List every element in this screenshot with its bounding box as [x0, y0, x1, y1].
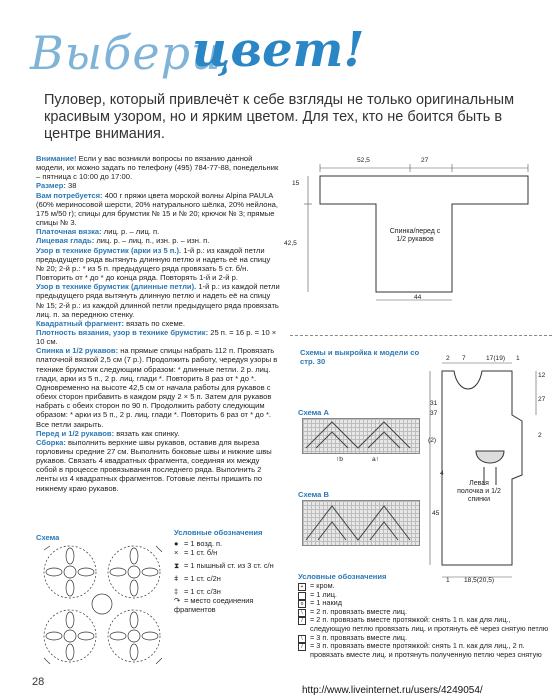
symbol-sk2p: / = 3 п. провязать вместе протяжкой: снять 1 п. как для лиц., 2 п. провязать вместе лиц. и протянуть полученную петлю через снятую — [298, 642, 552, 659]
schema-a-marker-a: a↑ — [372, 456, 379, 463]
legend-puff: ⧗ = 1 пышный ст. из 3 ст. с/н — [174, 561, 274, 570]
schema-a-label: Схема А — [298, 408, 329, 417]
symbol-edge: + = кром. — [298, 582, 552, 591]
instr-10: Перед и 1/2 рукавов: вязать как спинку. — [36, 428, 180, 438]
dim-left-2: (2) — [428, 437, 437, 444]
symbols-title: Условные обозначения — [298, 572, 387, 581]
dim-bottom: 44 — [414, 294, 422, 301]
dim-right-2: 2 — [538, 432, 542, 439]
dim-left-45: 45 — [432, 510, 440, 517]
dim-top-mid: 27 — [421, 157, 429, 164]
symbols-list — [298, 582, 552, 659]
dim-right-12: 12 — [538, 372, 546, 379]
instr-3: Платочная вязка: лиц. р. – лиц. п. — [36, 227, 160, 237]
instr-11: Сборка: выполнить верхние швы рукавов, оставив для выреза горловины средние 27 см. Выполнить боковые швы и нижние швы рукавов. Связать 4 квадратных фрагмента, соединяя их между собой в процессе провязывания последнего ряда. Выполнить 2 ленты из 4 квадратных фрагментов. Готовые ленты пришить по нижнему краю рукавов. — [36, 437, 272, 493]
title-part2: цвет! — [192, 22, 365, 78]
pattern-left-front-label: Левая полочка и 1/2 спинки — [457, 480, 501, 503]
legend-join: ↷ = место соединения фрагментов — [174, 596, 254, 614]
instr-2: Вам потребуется: 400 г пряжи цвета морской волны Alpina PAULA (60% мериносовой шерсти, 20% натурального шёлка, 20% нейлона, 175 м/50 г); спицы для брумстик № 15 и № 20; крючок № 3; прямые спицы № 3. — [36, 190, 278, 228]
dim-right-27: 27 — [538, 396, 546, 403]
symbol-k2tog: \ = 2 п. провязать вместе лиц. — [298, 608, 552, 617]
symbol-k3tog: \ = 3 п. провязать вместе лиц. — [298, 634, 552, 643]
instr-5: Узор в технике брумстик (арки из 5 п.). 1-й р.: из каждой петли предыдущего ряда вытянуть длинную петлю и надеть её на спицу № 20; 2-й р.: * из 5 п. предыдущего ряда провязать 5 ст. б/н. Повторить от * до * до конца ряда. Повторять 1-й и 2-й р. — [36, 245, 271, 283]
intro-paragraph: Пуловер, который привлечёт к себе взгляды не только оригинальным красивым узором, но и ярким цветом. Для тех, кто не боится быть в центре внимания. — [44, 92, 515, 142]
crochet-motif-diagram — [36, 538, 168, 668]
schema-b-label: Схема В — [298, 490, 329, 499]
dim-left-37: 37 — [430, 410, 438, 417]
legend-sc: × = 1 ст. б/н — [174, 548, 218, 557]
legend-dc3: ‡ = 1 ст. с/3н — [174, 587, 221, 596]
dim-left-lower: 42,5 — [284, 240, 297, 247]
symbol-ssk: / = 2 п. провязать вместе протяжкой: снять 1 п. как для лиц., следующую петлю провязать лиц. и протянуть её через снятую петлю — [298, 616, 552, 633]
pattern-top-label: Спинка/перед с 1/2 рукавов — [389, 228, 441, 243]
instr-0: Внимание! Если у вас возникли вопросы по вязанию данной модели, их можно задать по телефону (495) 784-77-88, понедельник – пятница с 10:00 до 17:00. — [36, 154, 279, 182]
schema-a-pattern — [302, 418, 420, 454]
instr-8: Плотность вязания, узор в технике брумстик: 25 п. = 16 р. = 10 × 10 см. — [36, 327, 277, 347]
dim-left-31: 31 — [430, 400, 438, 407]
schema-b-pattern — [302, 500, 420, 546]
instructions — [36, 154, 280, 493]
instr-4: Лицевая гладь: лиц. р. – лиц. п., изн. р. – изн. п. — [36, 236, 210, 246]
dim-left-upper: 15 — [292, 180, 300, 187]
dim-bottom-1: 1 — [446, 577, 450, 584]
symbol-yo: o = 1 накид — [298, 599, 552, 608]
schema-a-marker-b: ↑b — [336, 456, 343, 463]
section-divider — [290, 335, 552, 336]
crochet-legend — [174, 528, 284, 614]
dim-top-7: 7 — [462, 355, 466, 362]
pattern-left-front — [418, 355, 554, 587]
instr-9: Спинка и 1/2 рукавов: на прямые спицы набрать 112 п. Провязать платочной вязкой 2,5 см (7 р.). Продолжить работу, чередуя узоры в технике брумстик следующим образом: * длинные петли. 2 р. лиц. глади, арки из 5 п., 2 р. лиц. глади *. Повторить 8 раз от * до *. Одновременно на высоте 42,5 см от начала работы для рукавов с обеих сторон прибавить в каждом ряду 2 × 5 п. Затем для рукавов набрать с обеих сторон по 90 п. Продолжить работу следующим образом: * арки из 5 п., 2 р. лиц. глади *. Повторить 6 раз от * до *. Все петли закрыть. — [36, 346, 278, 429]
instr-1: Размер: 38 — [36, 181, 77, 191]
crochet-schema-title: Схема — [36, 533, 60, 542]
watermark-url[interactable]: http://www.liveinternet.ru/users/4249054/ — [302, 685, 483, 696]
dim-left-4: 4 — [440, 470, 444, 477]
symbol-knit: = 1 лиц. — [298, 591, 552, 600]
legend-chain: ● = 1 возд. п. — [174, 539, 223, 548]
dim-bottom-185: 18,5(20,5) — [464, 577, 495, 584]
instr-7: Квадратный фрагмент: вязать по схеме. — [36, 318, 186, 328]
dim-top-left: 52,5 — [357, 157, 370, 164]
crochet-legend-title: Условные обозначения — [174, 528, 263, 537]
title-part1: Выбери — [30, 26, 222, 80]
model-section-heading: Схемы и выкройка к модели со стр. 30 — [300, 348, 420, 366]
dim-top-2: 2 — [446, 355, 450, 362]
page-number: 28 — [32, 676, 45, 688]
dim-top-17: 17(19) — [486, 355, 506, 362]
instr-6: Узор в технике брумстик (длинные петли). 1-й р.: из каждой петли предыдущего ряда вытянуть длинную петлю и надеть её на спицу № 15; 2-й р.: из каждой длинной петли предыдущего ряда провязать лиц. п. за переднюю стенку. — [36, 282, 280, 319]
dim-top-1: 1 — [516, 355, 520, 362]
legend-dc2: ǂ = 1 ст. с/2н — [174, 574, 221, 583]
